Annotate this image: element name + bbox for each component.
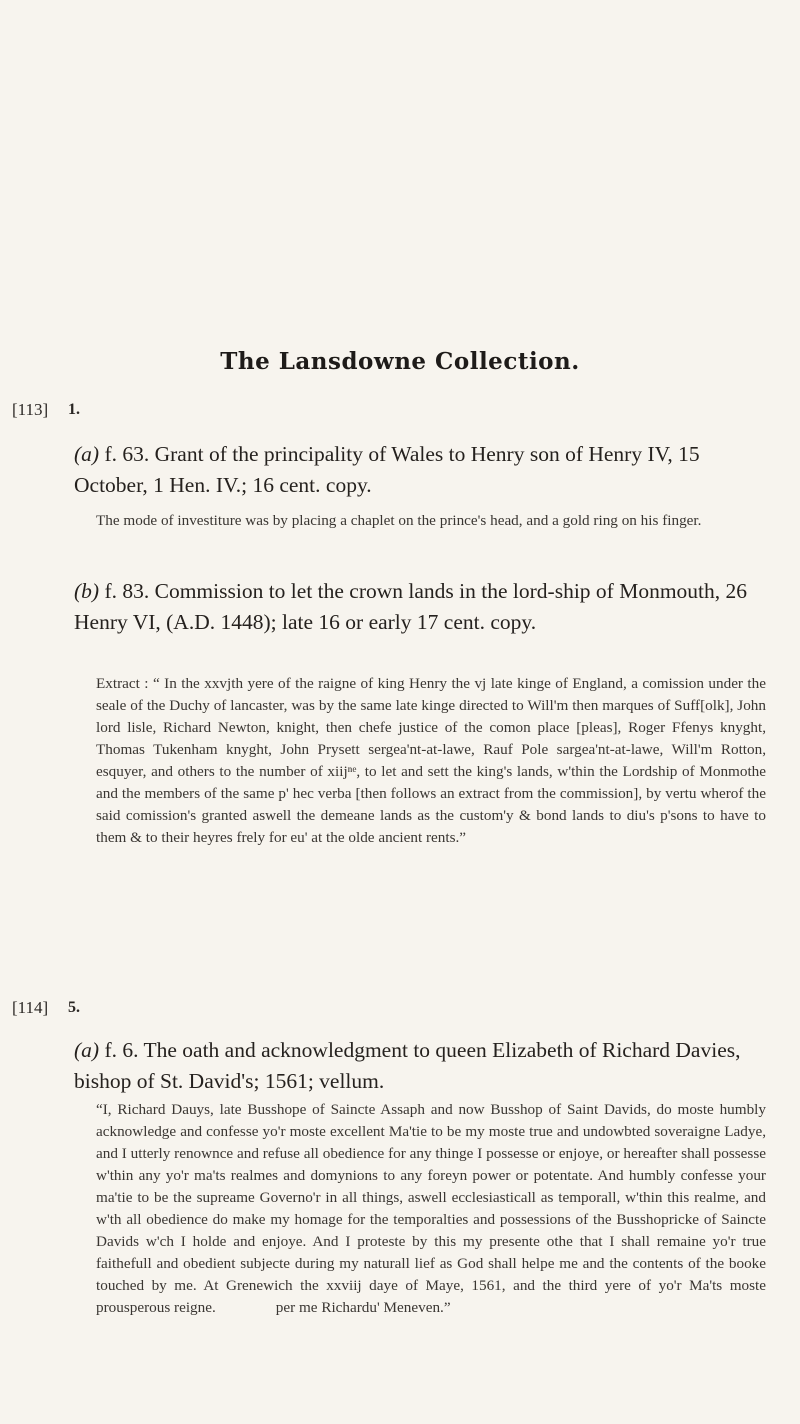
entry-label: (a) bbox=[74, 1038, 100, 1062]
entry-heading bbox=[74, 439, 762, 501]
entry-extract: Extract : “ In the xxvjth yere of the raigne of king Henry the vj late kinge of England, a comission under the seale of the Duchy of lancaster, was by the same late kinge directed to Will'm then marques of Suff[olk], John lord lisle, Richard Newton, knight, then chefe justice of the comon place [pleas], Roger Ffenys knyght, Thomas Tukenham knyght, John Prysett sergea'nt-at-lawe, Rauf Pole sargea'nt-at-lawe, Will'm Rotton, esquyer, and others to the number of xiijⁿᵉ, to let and sett the king's lands, w'thin the Lordship of Monmothe and the members of the same p' hec verba [then follows an extract from the commission], by vertu wherof the said comission's granted aswell the demeane lands as the custom'y & bond lands to diu's p'sons to have to them & to their heyres frely for eu' at the olde ancient rents.” bbox=[96, 675, 766, 846]
entry-label: (b) bbox=[74, 579, 100, 603]
entry-note: The mode of investiture was by placing a chaplet on the prince's head, and a gold ring on his finger. bbox=[96, 512, 702, 529]
oath-body: “I, Richard Dauys, late Busshope of Saincte Assaph and now Busshop of Saint Davids, do moste humbly acknowledge and confesse yo'r moste excellent Ma'tie to be my moste true and undowbted soveraigne Ladye, and I utterly renownce and refuse all obedience for any thinge I possesse or enjoye, or hereafter shall possesse w'thin any yo'r ma'ts realmes and domynions to any foreyn power or potentate. And humbly confesse your ma'tie to be the supreame Governo'r in all things, aswell ecclesiasticall as temporall, w'thin this realme, and w'th all obedience do make my homage for the temporalties and possessions of the Busshopricke of Saincte Davids w'ch I holde and enjoye. And I proteste by this my presente othe that I shall remaine yo'r true faithefull and obedient subjecte during my naturall lief as God shall helpe me and the contents of the booke touched by me. At Grenewich the xxviij daye of Maye, 1561, and the third yere of yo'r Ma'ts moste prousperous reigne. bbox=[96, 1101, 766, 1316]
oath-signature: per me Richardu' Meneven.” bbox=[275, 1299, 451, 1316]
entry-heading bbox=[74, 576, 762, 638]
entry-label: (a) bbox=[74, 442, 100, 466]
entry-heading-text: f. 63. Grant of the principality of Wales to Henry son of Henry IV, 15 October, 1 Hen. IV.; 16 cent. copy. bbox=[74, 442, 700, 497]
running-head: The Lansdowne Collection. bbox=[220, 348, 580, 375]
entry-heading-text: f. 6. The oath and acknowledgment to queen Elizabeth of Richard Davies, bishop of St. David's; 1561; vellum. bbox=[74, 1038, 741, 1093]
item-number: 1. bbox=[68, 401, 80, 418]
entry-heading bbox=[74, 1035, 762, 1097]
entry-heading-text: f. 83. Commission to let the crown lands in the lord-ship of Monmouth, 26 Henry VI, (A.D. 1448); late 16 or early 17 cent. copy. bbox=[74, 579, 748, 634]
page-reference: [113] bbox=[12, 400, 49, 419]
page-reference: [114] bbox=[12, 998, 49, 1017]
item-number: 5. bbox=[68, 999, 80, 1016]
oath-text bbox=[96, 1099, 766, 1319]
